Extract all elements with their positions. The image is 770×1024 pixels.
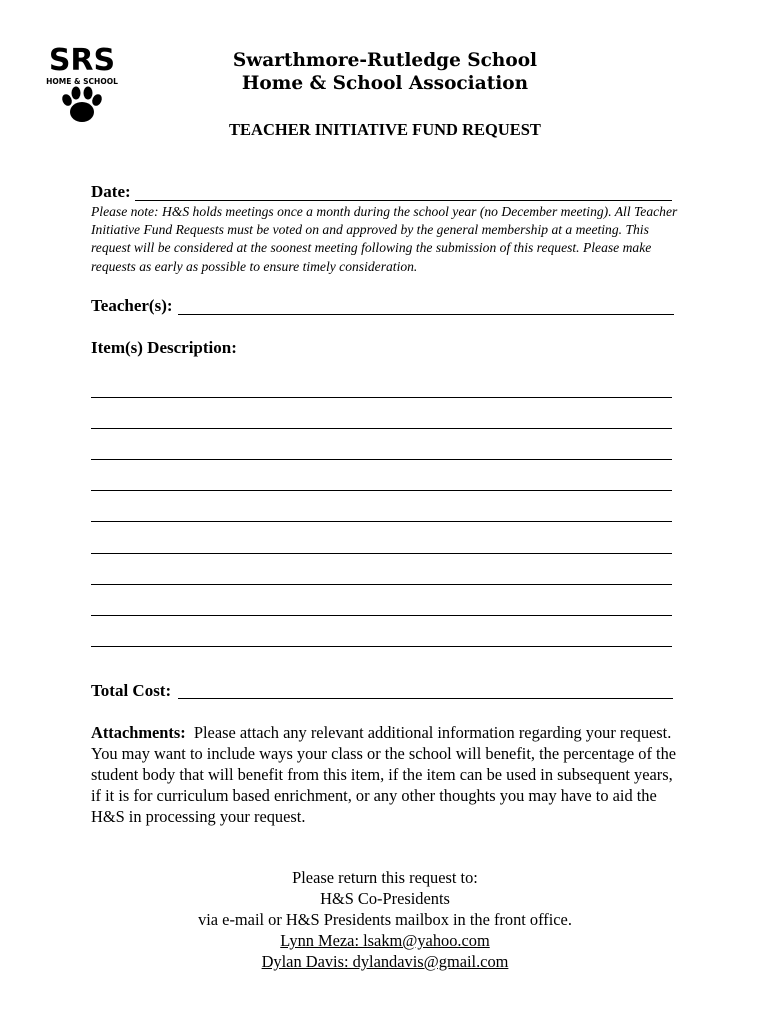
description-line[interactable]	[91, 521, 672, 522]
school-name: Swarthmore-Rutledge School	[232, 50, 538, 71]
description-line[interactable]	[91, 584, 672, 585]
srs-logo	[36, 40, 128, 132]
teacher-field[interactable]	[178, 314, 674, 315]
contact-dylan-davis	[120, 952, 650, 972]
attachments-paragraph	[91, 722, 681, 827]
description-line[interactable]	[91, 490, 672, 491]
date-label: Date:	[91, 182, 131, 201]
form-title: TEACHER INITIATIVE FUND REQUEST	[229, 120, 541, 139]
description-label: Item(s) Description:	[91, 338, 237, 357]
total-cost-field[interactable]	[178, 698, 673, 699]
logo-letters: SRS	[48, 43, 116, 78]
description-line[interactable]	[91, 459, 672, 460]
logo-tagline: HOME & SCHOOL	[46, 77, 118, 86]
association-name: Home & School Association	[241, 73, 529, 94]
date-field[interactable]	[135, 200, 672, 201]
contact-link[interactable]: Lynn Meza: lsakm@yahoo.com	[280, 931, 490, 950]
description-line[interactable]	[91, 615, 672, 616]
contact-link[interactable]: Dylan Davis: dylandavis@gmail.com	[261, 952, 509, 971]
attachments-text: Please attach any relevant additional information regarding your request. You may want to include ways your class or the school will benefit, the percentage of the student body that will benefit from this item, if the item can be used in subsequent years, if it is for curriculum based enrichment, or any other thoughts you may have to aid the H&S in processing your request.	[91, 723, 677, 826]
return-method: via e-mail or H&S Presidents mailbox in the front office.	[198, 910, 572, 929]
description-line[interactable]	[91, 397, 672, 398]
attachments-label: Attachments:	[91, 723, 186, 742]
contact-lynn-meza	[120, 931, 650, 951]
meeting-note: Please note: H&S holds meetings once a month during the school year (no December meeting). All Teacher Initiative Fund Requests must be voted on and approved by the general membership at a meeting. This request will be considered at the soonest meeting following the submission of this request. Please make requests as early as possible to ensure timely consideration.	[91, 204, 678, 274]
return-intro: Please return this request to:	[292, 868, 478, 887]
teacher-label: Teacher(s):	[91, 296, 173, 315]
description-line[interactable]	[91, 428, 672, 429]
total-cost-label: Total Cost:	[91, 681, 172, 700]
description-line[interactable]	[91, 646, 672, 647]
return-recipient: H&S Co-Presidents	[320, 889, 450, 908]
description-line[interactable]	[91, 553, 672, 554]
paw-print-icon	[60, 87, 103, 123]
